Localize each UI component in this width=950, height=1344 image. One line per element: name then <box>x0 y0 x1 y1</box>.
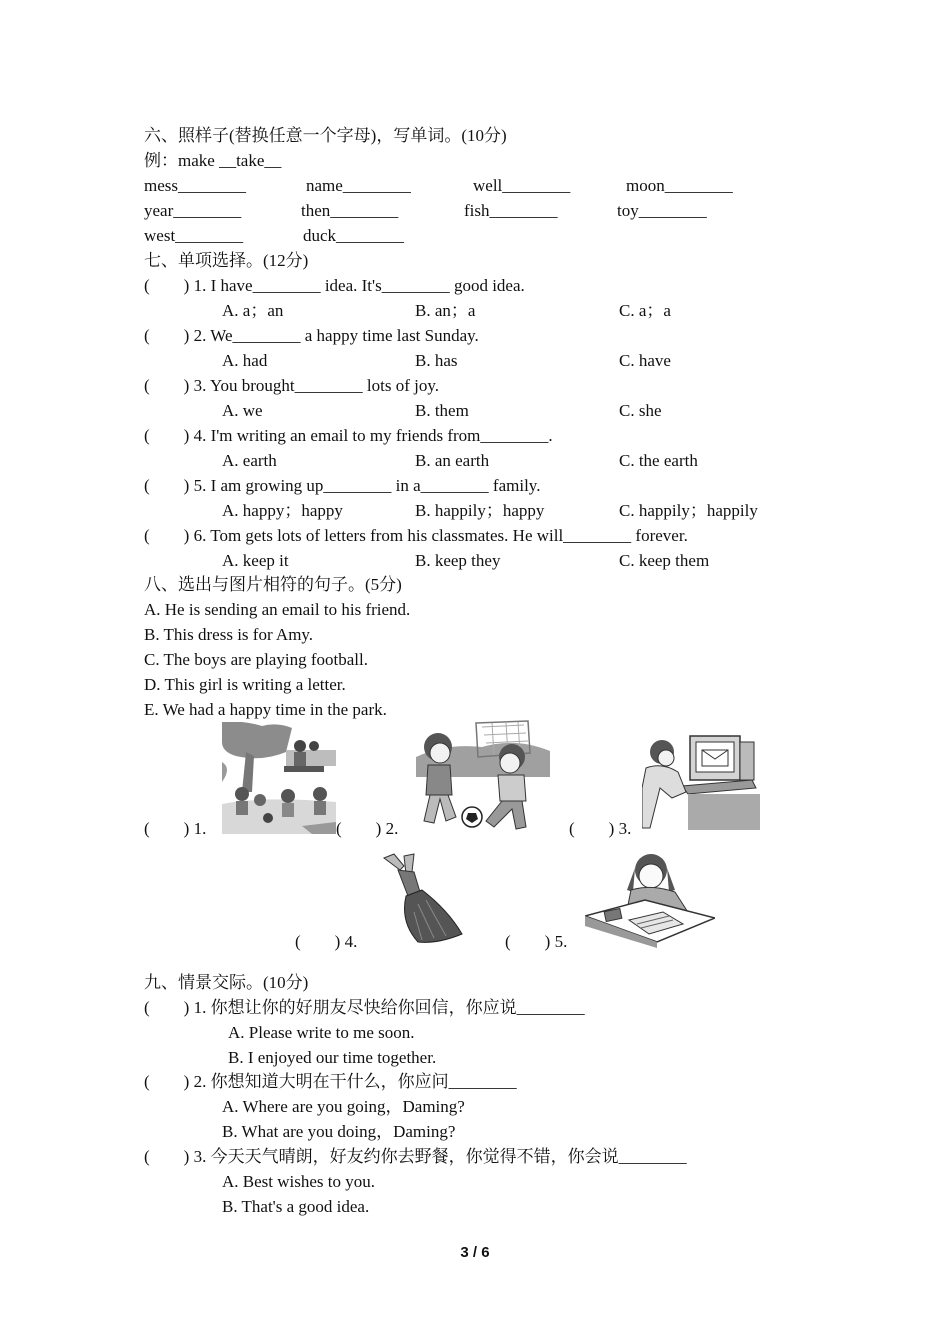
option-b[interactable]: B. keep they <box>415 551 501 570</box>
sentence-option: C. The boys are playing football. <box>144 650 368 669</box>
option-b[interactable]: B. them <box>415 401 469 420</box>
picture-label-2[interactable]: ( ) 2. <box>336 819 399 838</box>
example-line <box>144 150 281 172</box>
option-c[interactable]: C. a；a <box>619 301 671 320</box>
option-a[interactable]: A. Where are you going，Daming? <box>222 1097 465 1116</box>
question-stem: ( ) 6. Tom gets lots of letters from his classmates. He will________ forever. <box>144 526 688 545</box>
word-blank[interactable]: name________ <box>306 176 411 195</box>
word-blank[interactable]: moon________ <box>626 176 733 195</box>
option-b[interactable]: B. happily；happy <box>415 501 545 520</box>
option-c[interactable]: C. the earth <box>619 451 698 470</box>
section-8-title: 八、选出与图片相符的句子。(5分) <box>144 575 402 594</box>
example-prefix: 例：make <box>144 151 220 170</box>
question-stem: ( ) 2. We________ a happy time last Sunday. <box>144 326 479 345</box>
sentence-option: B. This dress is for Amy. <box>144 625 314 644</box>
option-a[interactable]: A. a；an <box>222 301 284 320</box>
option-b[interactable]: B. What are you doing，Daming? <box>222 1122 456 1141</box>
option-a[interactable]: A. earth <box>222 451 277 470</box>
picture-label-1[interactable]: ( ) 1. <box>144 819 207 838</box>
picture-label-5[interactable]: ( ) 5. <box>505 932 568 951</box>
option-a[interactable]: A. Best wishes to you. <box>222 1172 375 1191</box>
girl-writing-picture <box>585 850 715 948</box>
section-6-title: 六、照样子(替换任意一个字母)，写单词。(10分) <box>144 126 507 145</box>
option-a[interactable]: A. happy；happy <box>222 501 343 520</box>
word-blank[interactable]: duck________ <box>303 226 405 245</box>
question-stem: ( ) 1. I have________ idea. It's________ good idea. <box>144 276 525 295</box>
dress-picture <box>378 852 464 944</box>
question-stem: ( ) 5. I am growing up________ in a________ family. <box>144 476 541 495</box>
section-7-title: 七、单项选择。(12分) <box>144 251 309 270</box>
picture-label-4[interactable]: ( ) 4. <box>295 932 358 951</box>
option-c[interactable]: C. have <box>619 351 671 370</box>
word-blank[interactable]: year________ <box>144 201 242 220</box>
option-b[interactable]: B. That's a good idea. <box>222 1197 370 1216</box>
sentence-option: D. This girl is writing a letter. <box>144 675 346 694</box>
word-blank[interactable]: mess________ <box>144 176 246 195</box>
word-blank[interactable]: well________ <box>473 176 571 195</box>
section-9-title: 九、情景交际。(10分) <box>144 973 309 992</box>
option-c[interactable]: C. keep them <box>619 551 710 570</box>
page-number: 3 / 6 <box>460 1244 490 1261</box>
word-blank[interactable]: west________ <box>144 226 244 245</box>
option-b[interactable]: B. I enjoyed our time together. <box>228 1048 437 1067</box>
question-stem: ( ) 2. 你想知道大明在干什么，你应问________ <box>144 1072 517 1091</box>
word-blank[interactable]: fish________ <box>464 201 558 220</box>
picture-label-3[interactable]: ( ) 3. <box>569 819 632 838</box>
question-stem: ( ) 1. 你想让你的好朋友尽快给你回信，你应说________ <box>144 998 585 1017</box>
football-picture <box>416 717 550 833</box>
option-c[interactable]: C. happily；happily <box>619 501 758 520</box>
option-a[interactable]: A. keep it <box>222 551 289 570</box>
question-stem: ( ) 4. I'm writing an email to my friends from________. <box>144 426 553 445</box>
sentence-option: A. He is sending an email to his friend. <box>144 600 411 619</box>
option-a[interactable]: A. Please write to me soon. <box>228 1023 415 1042</box>
option-a[interactable]: A. had <box>222 351 268 370</box>
park-picture <box>222 722 336 834</box>
option-b[interactable]: B. an earth <box>415 451 490 470</box>
word-blank[interactable]: then________ <box>301 201 399 220</box>
option-c[interactable]: C. she <box>619 401 662 420</box>
sentence-option: E. We had a happy time in the park. <box>144 700 387 719</box>
option-b[interactable]: B. has <box>415 351 458 370</box>
computer-picture <box>642 728 760 830</box>
example-answer: __take__ <box>219 151 282 170</box>
word-blank[interactable]: toy________ <box>617 201 707 220</box>
question-stem: ( ) 3. You brought________ lots of joy. <box>144 376 439 395</box>
option-a[interactable]: A. we <box>222 401 263 420</box>
question-stem: ( ) 3. 今天天气晴朗，好友约你去野餐，你觉得不错，你会说________ <box>144 1147 687 1166</box>
option-b[interactable]: B. an；a <box>415 301 476 320</box>
